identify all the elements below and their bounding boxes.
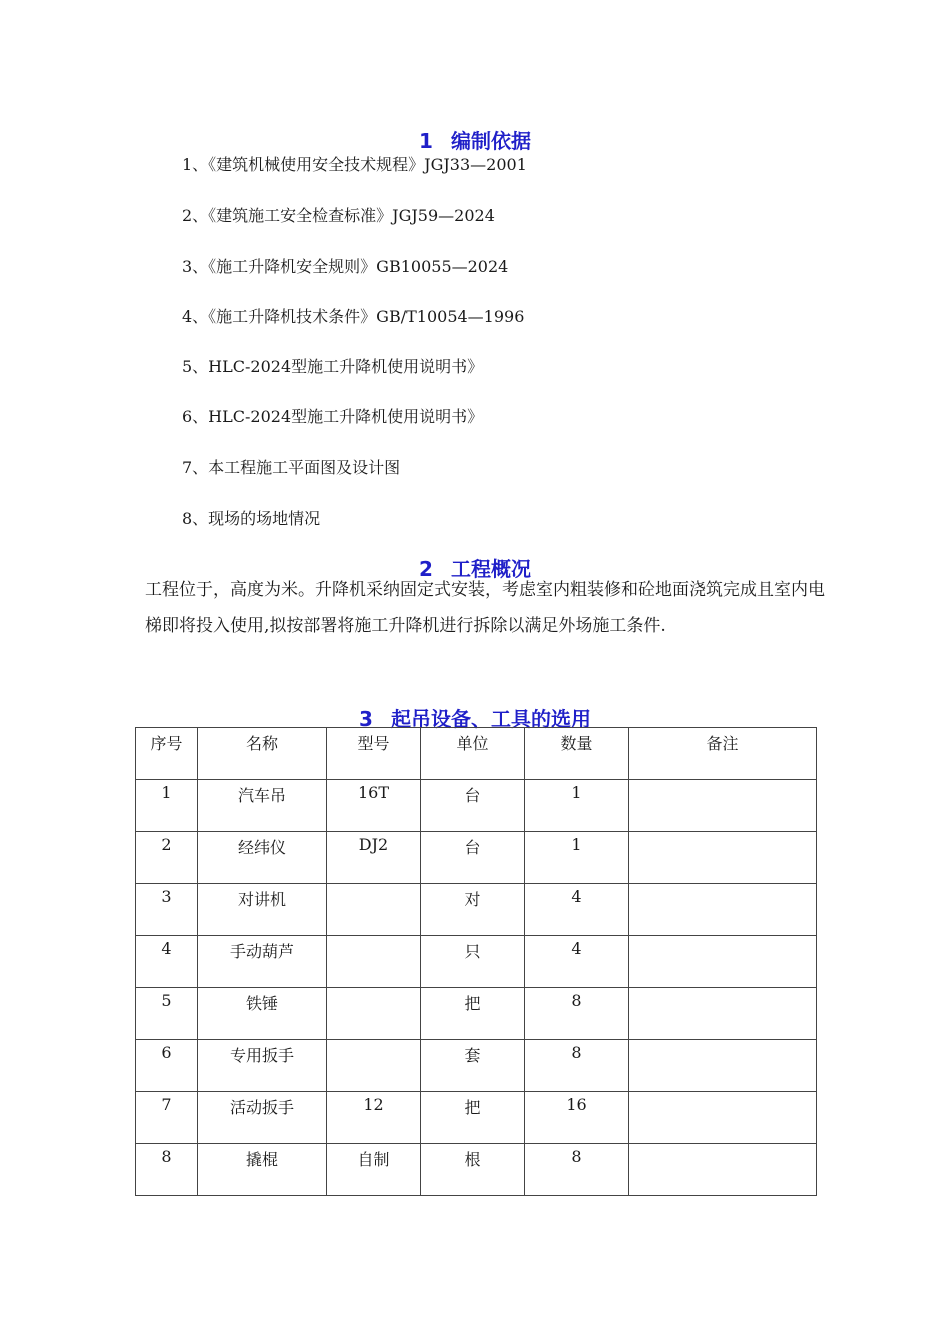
table-cell: 撬棍 [198, 1144, 327, 1196]
header-cell: 数量 [525, 728, 629, 780]
reference-item-4: 4、《施工升降机技术条件》GB/T10054—1996 [182, 307, 525, 326]
table-cell: 把 [421, 1092, 525, 1144]
project-overview-paragraph: 工程位于，高度为米。升降机采纳固定式安装，考虑室内粗装修和砼地面浇筑完成且室内电梯即将投入使用,拟按部署将施工升降机进行拆除以满足外场施工条件. [145, 580, 825, 636]
table-cell: 对讲机 [198, 884, 327, 936]
table-cell: 5 [136, 988, 198, 1040]
header-cell: 型号 [327, 728, 421, 780]
reference-item-6: 6、HLC-2024型施工升降机使用说明书》 [182, 407, 484, 426]
table-cell [629, 1144, 817, 1196]
table-cell: 1 [525, 832, 629, 884]
table-cell: 套 [421, 1040, 525, 1092]
reference-item-3: 3、《施工升降机安全规则》GB10055—2024 [182, 257, 509, 276]
table-cell [629, 1040, 817, 1092]
table-cell: 7 [136, 1092, 198, 1144]
reference-item-2: 2、《建筑施工安全检查标准》JGJ59—2024 [182, 206, 495, 225]
table-cell [327, 936, 421, 988]
table-cell: 1 [136, 780, 198, 832]
table-cell: 对 [421, 884, 525, 936]
header-cell: 名称 [198, 728, 327, 780]
table-cell: 8 [525, 988, 629, 1040]
table-row [136, 832, 817, 884]
table-cell: 汽车吊 [198, 780, 327, 832]
table-cell: 16T [327, 780, 421, 832]
table-cell: 3 [136, 884, 198, 936]
table-header-row [136, 728, 817, 780]
table-cell [629, 832, 817, 884]
table-cell: 铁锤 [198, 988, 327, 1040]
reference-item-1: 1、《建筑机械使用安全技术规程》JGJ33—2001 [182, 155, 527, 174]
table-cell: 6 [136, 1040, 198, 1092]
table-row [136, 988, 817, 1040]
section-2-title: 工程概况 [450, 557, 531, 581]
table-cell [629, 884, 817, 936]
table-cell: 经纬仪 [198, 832, 327, 884]
section-1-title: 编制依据 [450, 129, 531, 153]
table-cell: 手动葫芦 [198, 936, 327, 988]
section-1-number: 1 [419, 129, 433, 153]
table-cell: 台 [421, 780, 525, 832]
section-3-number: 3 [359, 707, 373, 731]
table-row [136, 1092, 817, 1144]
table-cell [327, 884, 421, 936]
section-2-number: 2 [419, 557, 433, 581]
header-cell: 序号 [136, 728, 198, 780]
table-cell [327, 1040, 421, 1092]
table-cell: 8 [525, 1040, 629, 1092]
table-cell [629, 936, 817, 988]
table-cell [629, 988, 817, 1040]
table-row [136, 936, 817, 988]
reference-item-5: 5、HLC-2024型施工升降机使用说明书》 [182, 357, 484, 376]
table-cell [629, 780, 817, 832]
table-cell: 12 [327, 1092, 421, 1144]
table-cell: 自制 [327, 1144, 421, 1196]
section-1-heading [0, 125, 950, 154]
table-cell: 8 [525, 1144, 629, 1196]
table-cell: 活动扳手 [198, 1092, 327, 1144]
table-row [136, 884, 817, 936]
table-cell: 4 [136, 936, 198, 988]
table-cell: 把 [421, 988, 525, 1040]
table-cell: 16 [525, 1092, 629, 1144]
table-cell: 台 [421, 832, 525, 884]
table-cell [327, 988, 421, 1040]
section-3-title: 起吊设备、工具的选用 [390, 707, 591, 731]
table-row [136, 780, 817, 832]
header-cell: 单位 [421, 728, 525, 780]
reference-item-8: 8、现场的场地情况 [182, 509, 321, 528]
table-cell: DJ2 [327, 832, 421, 884]
table-cell: 4 [525, 884, 629, 936]
table-cell: 根 [421, 1144, 525, 1196]
table-cell: 只 [421, 936, 525, 988]
header-cell: 备注 [629, 728, 817, 780]
table-cell: 2 [136, 832, 198, 884]
table-cell: 1 [525, 780, 629, 832]
table-cell: 4 [525, 936, 629, 988]
table-row [136, 1040, 817, 1092]
equipment-table [135, 727, 817, 1196]
table-row [136, 1144, 817, 1196]
reference-item-7: 7、本工程施工平面图及设计图 [182, 458, 401, 477]
table-cell: 专用扳手 [198, 1040, 327, 1092]
table-cell: 8 [136, 1144, 198, 1196]
table-cell [629, 1092, 817, 1144]
